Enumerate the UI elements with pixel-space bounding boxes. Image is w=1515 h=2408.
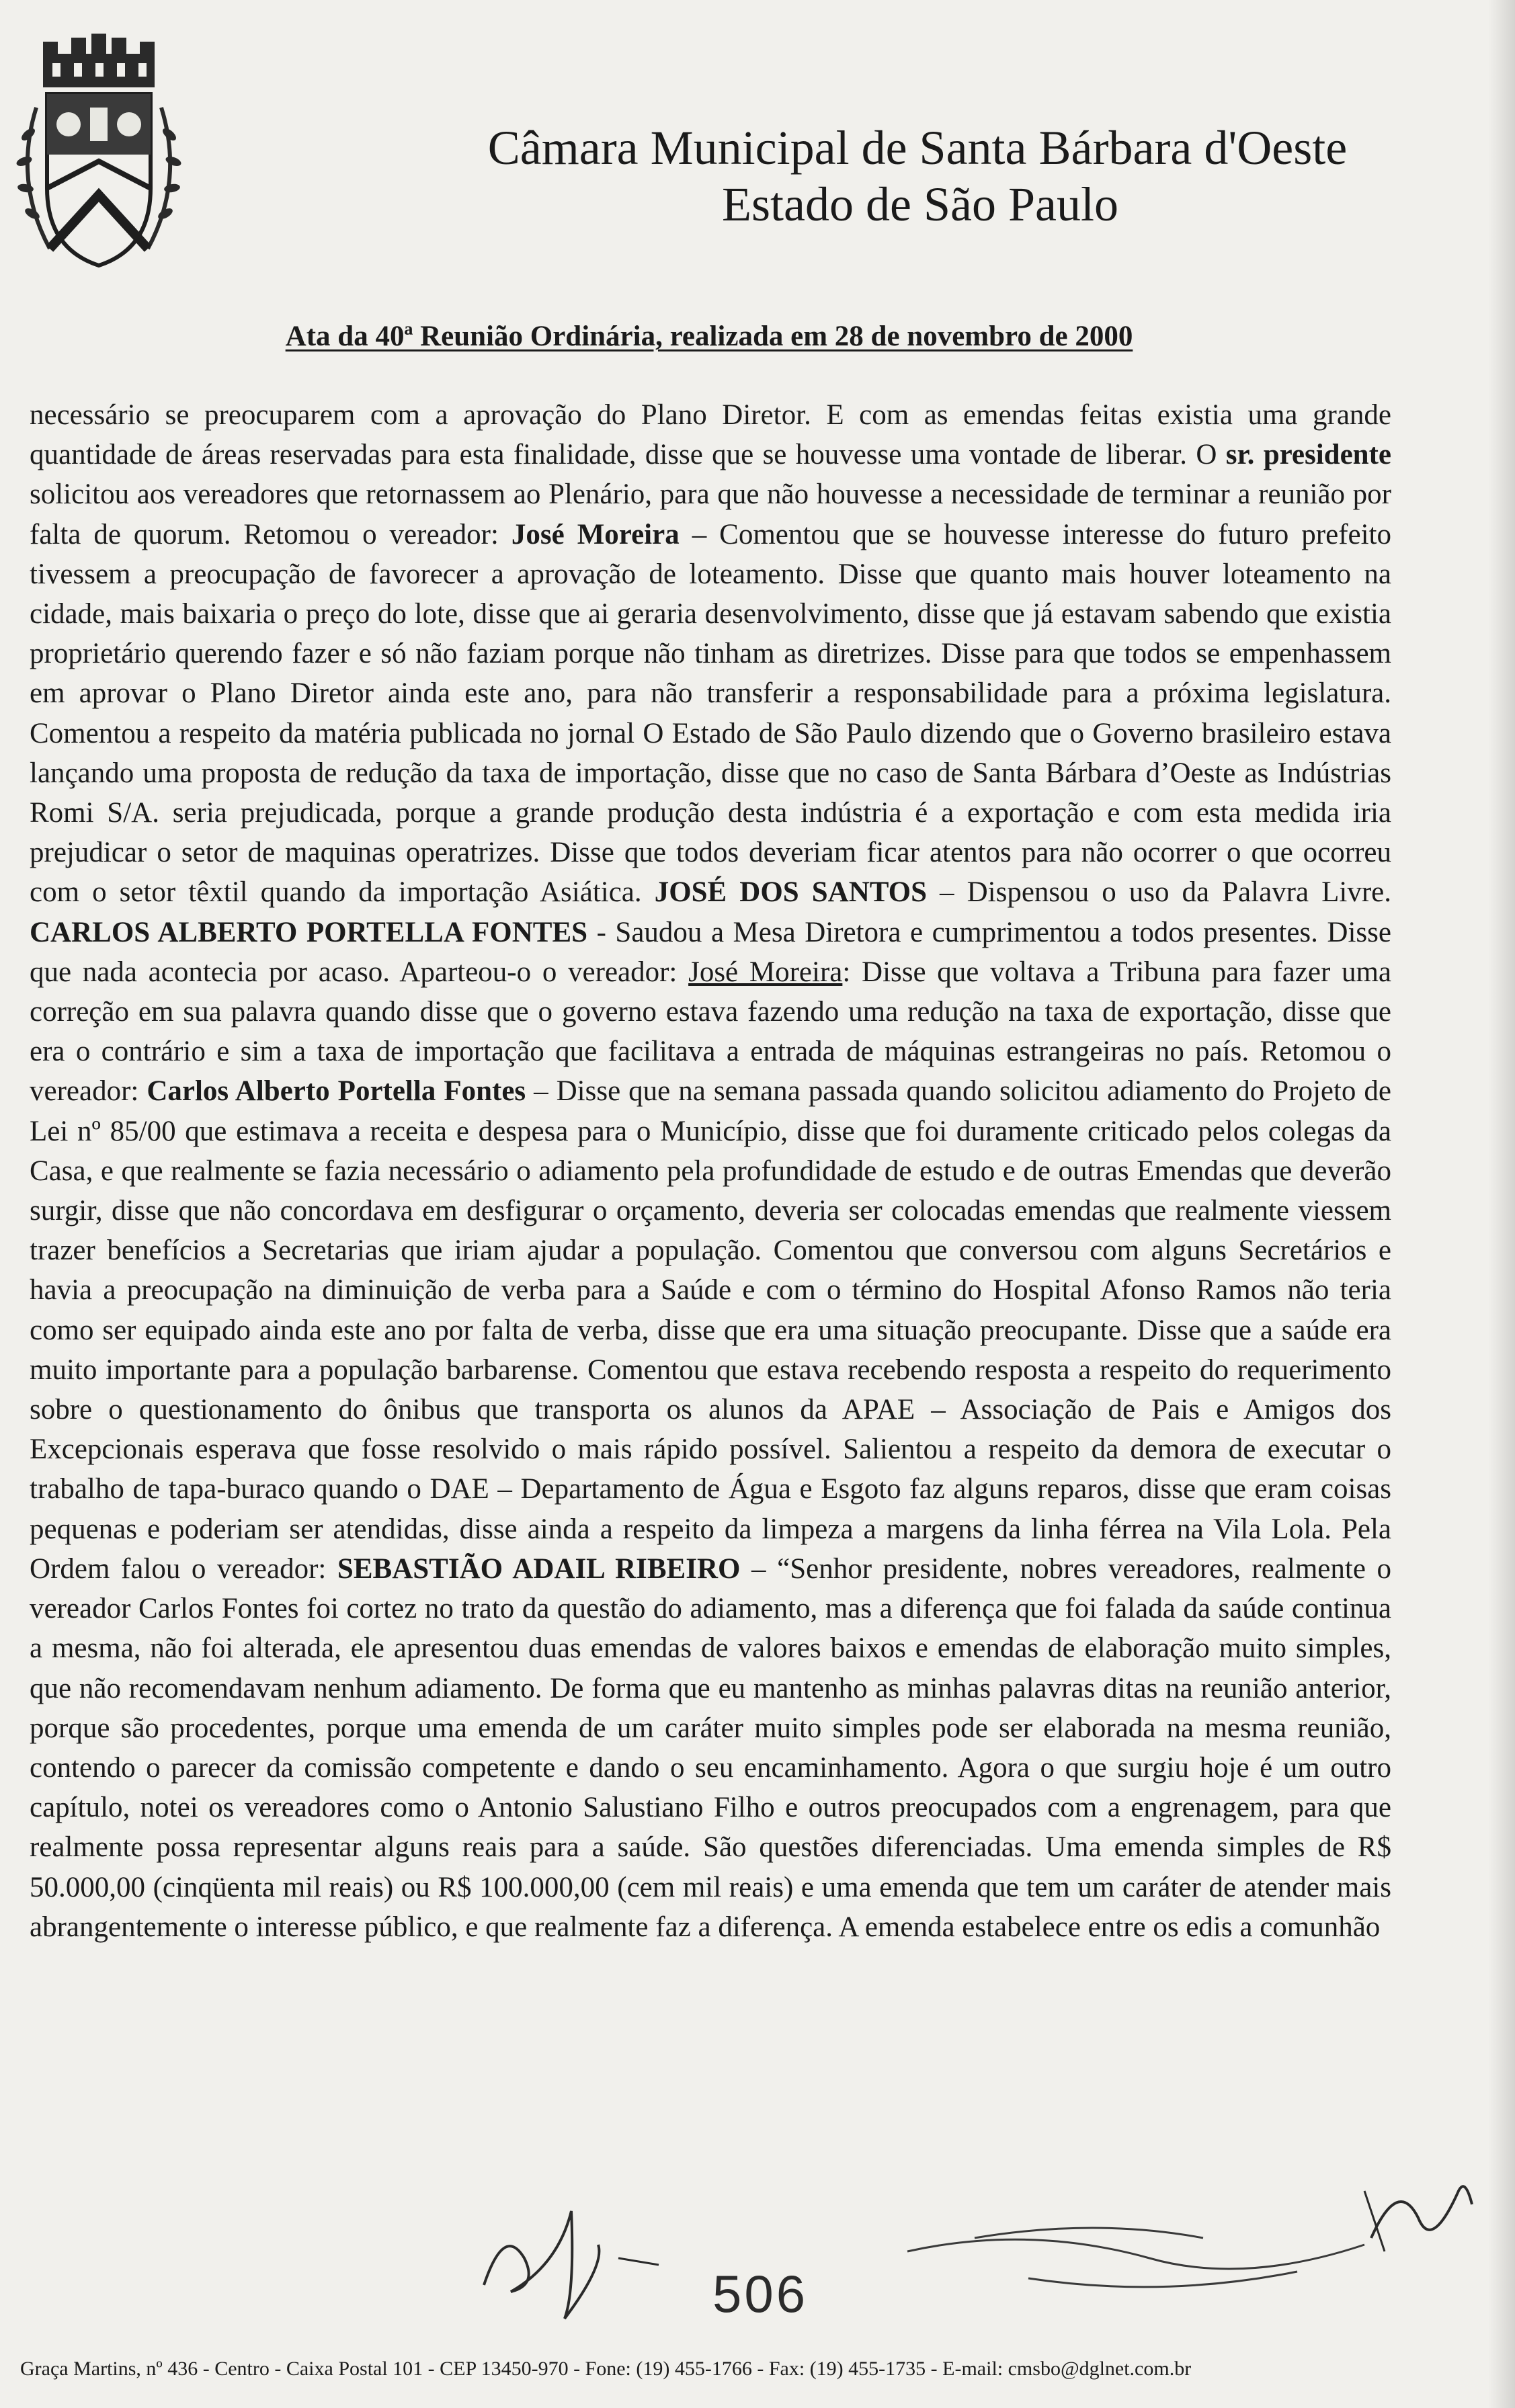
municipal-coat-of-arms-icon: [9, 34, 188, 276]
body-segment: – Dispensou o uso da Palavra Livre.: [927, 876, 1391, 909]
speaker-name: Carlos Alberto Portella Fontes: [147, 1075, 526, 1108]
chamber-heading: [393, 120, 1442, 233]
footer-address: Graça Martins, nº 436 - Centro - Caixa Postal 101 - CEP 13450-970 - Fone: (19) 455-1766 - Fax: (19) 455-1735 - E-mail: cmsbo@dglnet.com.br: [20, 2358, 1192, 2380]
speaker-name: SEBASTIÃO ADAIL RIBEIRO: [337, 1552, 741, 1585]
body-segment: – “Senhor presidente, nobres vereadores, realmente o vereador Carlos Fontes foi cortez no trato da questão do adiamento, mas a diferença que foi falada da saúde continua a mesma, não foi alterada, ele apresentou duas emendas de valores baixos e emendas de elaboração muito simples, que não recomendavam nenhum adiamento. De forma que eu mantenho as minhas palavras ditas na reunião anterior, porque são procedentes, porque uma emenda de um caráter muito simples pode ser elaborada na mesma reunião, contendo o parecer da comissão competente e dando o seu encaminhamento. Agora o que surgiu hoje é um outro capítulo, notei os vereadores como o Antonio Salustiano Filho e outros preocupados com a engrenagem, para que realmente possa representar alguns reais para a saúde. São questões diferenciadas. Uma emenda simples de R$ 50.000,00 (cinqüenta mil reais) ou R$ 100.000,00 (cem mil reais) e uma emenda que tem um caráter de atender mais abrangentemente o interesse público, e que realmente faz a diferença. A emenda estabelece entre os edis a comunhão: [30, 1552, 1391, 1943]
body-segment: : Disse que voltava a Tribuna para fazer uma correção em sua palavra quando disse que o governo estava fazendo uma redução na taxa de exportação, disse que era o contrário e sim a taxa de importação que facilitava a entrada de máquinas estrangeiras no país. Retomou o vereador:: [30, 956, 1392, 1108]
body-segment: – Comentou que se houvesse interesse do futuro prefeito tivessem a preocupação de favorecer a aprovação de loteamento. Disse que quanto mais houver loteamento na cidade, mais baixaria o preço do lote, disse que ai geraria desenvolvimento, disse que já estavam sabendo que existia proprietário querendo fazer e só não faziam porque não tinham as diretrizes. Disse para que todos se empenhassem em aprovar o Plano Diretor ainda este ano, para não transferir a responsabilidade para a próxima legislatura. Comentou a respeito da matéria publicada no jornal O Estado de São Paulo dizendo que o Governo brasileiro estava lançando uma proposta de redução da taxa de importação, disse que no caso de Santa Bárbara d’Oeste as Indústrias Romi S/A. seria prejudicada, porque a grande produção desta indústria é a exportação e com esta medida iria prejudicar o setor de maquinas operatrizes. Disse que todos deveriam ficar atentos para não ocorrer o que ocorreu com o setor têxtil quando da importação Asiática.: [30, 518, 1391, 909]
speaker-name: CARLOS ALBERTO PORTELLA FONTES: [30, 916, 588, 948]
minutes-title: Ata da 40ª Reunião Ordinária, realizada em 28 de novembro de 2000: [285, 321, 1133, 352]
speaker-name: José Moreira: [511, 518, 680, 550]
minutes-body-text: [30, 395, 1391, 1947]
body-segment: solicitou aos vereadores que retornassem ao Plenário, para que não houvesse a necessidade de terminar a reunião por falta de quorum. Retomou o vereador:: [30, 479, 1391, 550]
page-edge-shadow: [1488, 0, 1515, 2408]
body-segment: necessário se preocuparem com a aprovação do Plano Diretor. E com as emendas feitas existia uma grande quantidade de áreas reservadas para esta finalidade, disse que se houvesse uma vontade de liberar. O: [30, 399, 1391, 471]
footer-scribble-icon: [894, 2211, 1391, 2305]
speaker-name: sr. presidente: [1225, 439, 1391, 471]
handwritten-signature-icon: [457, 2184, 874, 2332]
body-segment: - Saudou a Mesa Diretora e cumprimentou a todos presentes. Disse que nada acontecia por acaso. Aparteou-o o vereador:: [30, 916, 1391, 988]
speaker-name: JOSÉ DOS SANTOS: [654, 876, 928, 909]
page-number: 506: [712, 2264, 809, 2323]
speaker-name-underlined: José Moreira: [688, 956, 843, 988]
chamber-name: Câmara Municipal de Santa Bárbara d'Oeste: [487, 121, 1348, 175]
state-name: Estado de São Paulo: [722, 177, 1118, 231]
body-segment: – Disse que na semana passada quando solicitou adiamento do Projeto de Lei nº 85/00 que estimava a receita e despesa para o Município, disse que foi duramente criticado pelos colegas da Casa, e que realmente se fazia necessário o adiamento pela profundidade de estudo e de outras Emendas que deverão surgir, disse que não concordava em desfigurar o orçamento, deveria ser colocadas emendas que realmente viessem trazer benefícios a Secretarias que iriam ajudar a população. Comentou que conversou com alguns Secretários e havia a preocupação na diminuição de verba para a Saúde e com o término do Hospital Afonso Ramos não teria como ser equipado ainda este ano por falta de verba, disse que era uma situação preocupante. Disse que a saúde era muito importante para a população barbarense. Comentou que estava recebendo resposta a respeito do requerimento sobre o questionamento do ônibus que transporta os alunos da APAE – Associação de Pais e Amigos dos Excepcionais esperava que fosse resolvido o mais rápido possível. Salientou a respeito da demora de executar o trabalho de tapa-buraco quando o DAE – Departamento de Água e Esgoto faz alguns reparos, disse que eram coisas pequenas e poderiam ser atendidas, disse ainda a respeito da limpeza a margens da linha férrea na Vila Lola. Pela Ordem falou o vereador:: [30, 1075, 1391, 1585]
